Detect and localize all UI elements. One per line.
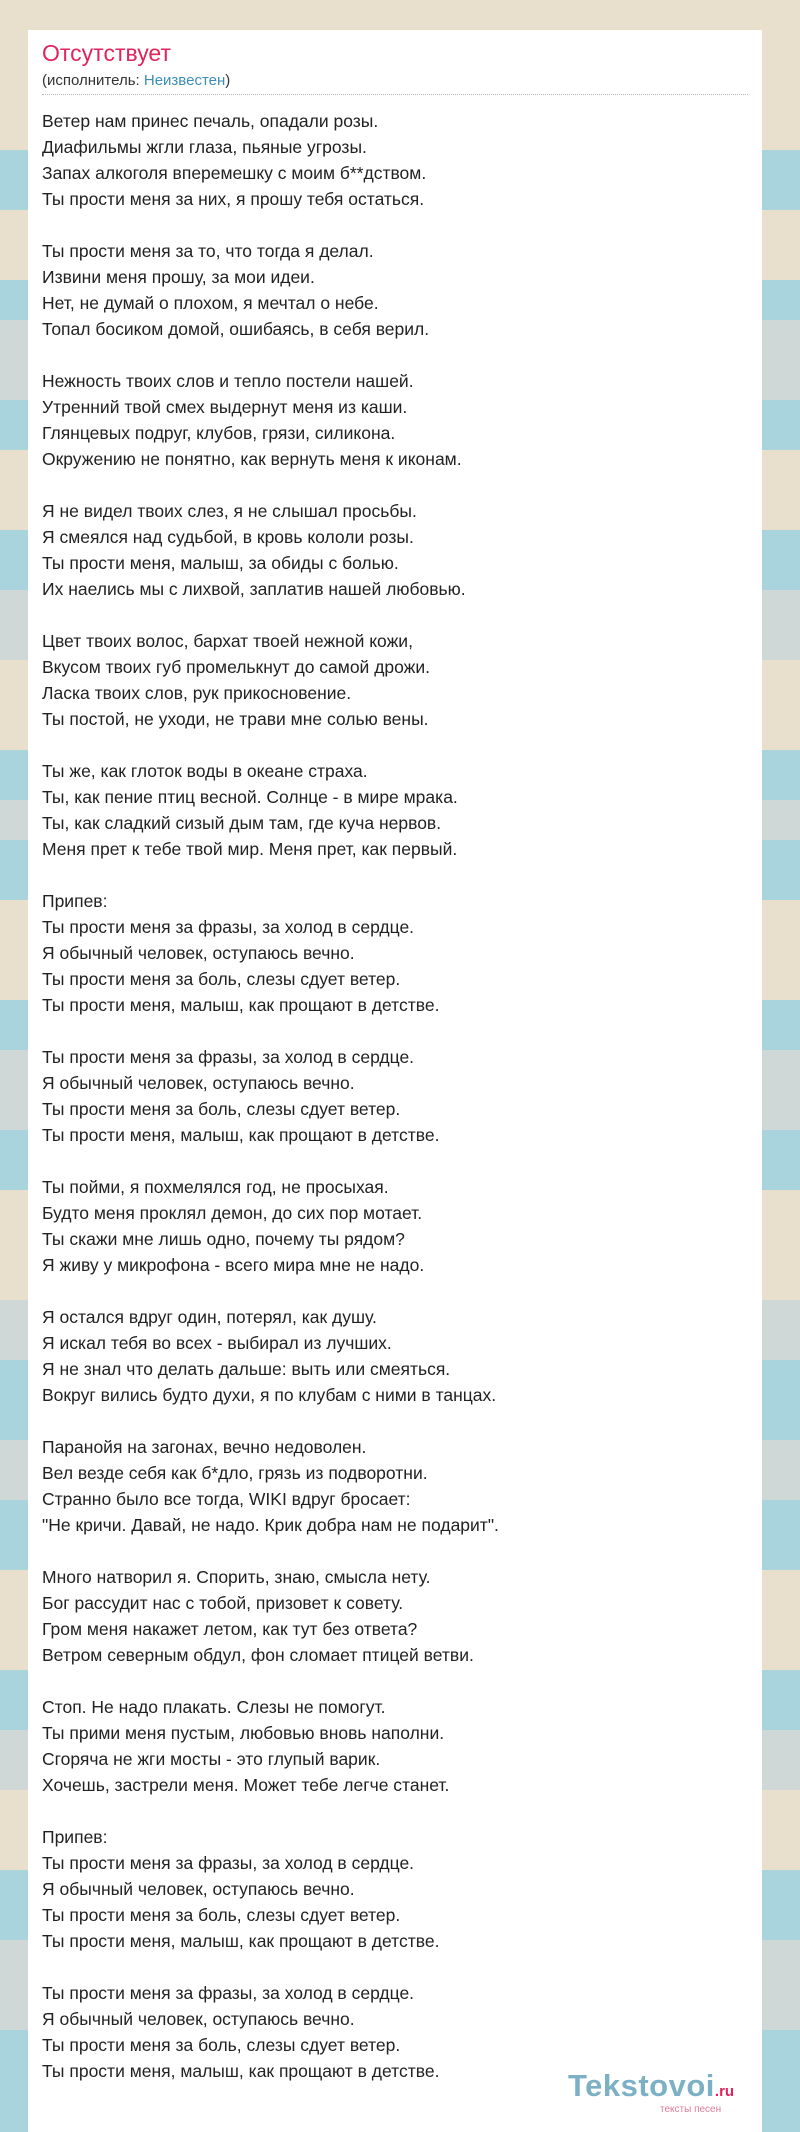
lyric-line: Ты же, как глоток воды в океане страха. [42, 761, 368, 781]
lyric-line: Топал босиком домой, ошибаясь, в себя верил. [42, 319, 430, 339]
lyric-line: Вкусом твоих губ промелькнут до самой дрожи. [42, 657, 431, 677]
lyric-line: Ты прости меня за фразы, за холод в сердце. [42, 917, 415, 937]
lyric-line: Диафильмы жгли глаза, пьяные угрозы. [42, 137, 367, 157]
lyric-line: Ты прости меня, малыш, как прощают в детстве. [42, 995, 440, 1015]
artist-link[interactable]: Неизвестен [143, 72, 226, 89]
lyric-line: Ты прости меня за боль, слезы сдует ветер. [42, 2035, 401, 2055]
lyrics-body [42, 108, 748, 2110]
song-title: Отсутствует [42, 40, 171, 66]
lyric-line: Я остался вдруг один, потерял, как душу. [42, 1307, 377, 1327]
lyric-line: Странно было все тогда, WIKI вдруг бросает: [42, 1489, 411, 1509]
lyric-line: Гром меня накажет летом, как тут без ответа? [42, 1619, 418, 1639]
lyric-line: Много натворил я. Спорить, знаю, смысла нету. [42, 1567, 431, 1587]
lyric-line: Ты прости меня за фразы, за холод в сердце. [42, 1853, 415, 1873]
lyric-line: Извини меня прошу, за мои идеи. [42, 267, 315, 287]
stanza [42, 758, 748, 862]
lyric-line: Ласка твоих слов, рук прикосновение. [42, 683, 352, 703]
lyric-line: Ты прости меня, малыш, как прощают в детстве. [42, 2061, 440, 2081]
stanza [42, 1694, 748, 1798]
lyric-line: Нет, не думай о плохом, я мечтал о небе. [42, 293, 379, 313]
stanza [42, 1174, 748, 1278]
lyric-line: Цвет твоих волос, бархат твоей нежной кожи, [42, 631, 413, 651]
lyric-line: Бог рассудит нас с тобой, призовет к совету. [42, 1593, 404, 1613]
lyric-line: Ты прости меня, малыш, как прощают в детстве. [42, 1125, 440, 1145]
stanza [42, 108, 748, 212]
lyric-line: Их наелись мы с лихвой, заплатив нашей любовью. [42, 579, 466, 599]
lyric-line: Я обычный человек, оступаюсь вечно. [42, 943, 355, 963]
lyric-line: Окружению не понятно, как вернуть меня к иконам. [42, 449, 462, 469]
lyric-line: Ты прости меня за фразы, за холод в сердце. [42, 1983, 415, 2003]
logo-tld: .ru [714, 2083, 735, 2100]
lyric-line: "Не кричи. Давай, не надо. Крик добра нам не подарит". [42, 1515, 499, 1535]
lyric-line: Я обычный человек, оступаюсь вечно. [42, 2009, 355, 2029]
lyric-line: Меня прет к тебе твой мир. Меня прет, как первый. [42, 839, 458, 859]
lyric-line: Нежность твоих слов и тепло постели нашей. [42, 371, 414, 391]
stanza [42, 498, 748, 602]
lyric-line: Ты прости меня за фразы, за холод в сердце. [42, 1047, 415, 1067]
stanza [42, 1304, 748, 1408]
artist-suffix: ) [225, 72, 231, 89]
lyric-line: Я обычный человек, оступаюсь вечно. [42, 1879, 355, 1899]
lyric-line: Запах алкоголя вперемешку с моим б**дством. [42, 163, 427, 183]
stanza [42, 238, 748, 342]
logo-tagline: тексты песен [660, 2104, 722, 2115]
lyric-line: Ты постой, не уходи, не трави мне солью вены. [42, 709, 429, 729]
artist-line [42, 72, 230, 89]
lyric-line: Сгоряча не жги мосты - это глупый варик. [42, 1749, 381, 1769]
stanza [42, 628, 748, 732]
lyric-line: Я смеялся над судьбой, в кровь кололи розы. [42, 527, 414, 547]
lyric-line: Ветром северным обдул, фон сломает птицей ветви. [42, 1645, 474, 1665]
lyric-line: Стоп. Не надо плакать. Слезы не помогут. [42, 1697, 386, 1717]
lyric-line: Ты прости меня, малыш, за обиды с болью. [42, 553, 399, 573]
lyric-line: Я не знал что делать дальше: выть или смеяться. [42, 1359, 451, 1379]
lyric-line: Ты прими меня пустым, любовью вновь наполни. [42, 1723, 445, 1743]
stanza [42, 368, 748, 472]
lyric-line: Паранойя на загонах, вечно недоволен. [42, 1437, 367, 1457]
lyric-line: Хочешь, застрели меня. Может тебе легче станет. [42, 1775, 450, 1795]
lyric-line: Вокруг вились будто духи, я по клубам с ними в танцах. [42, 1385, 497, 1405]
lyric-line: Я искал тебя во всех - выбирал из лучших. [42, 1333, 392, 1353]
lyric-line: Ты прости меня, малыш, как прощают в детстве. [42, 1931, 440, 1951]
lyric-line: Глянцевых подруг, клубов, грязи, силикона. [42, 423, 396, 443]
stanza [42, 1824, 748, 1954]
lyric-line: Ты прости меня за боль, слезы сдует ветер. [42, 969, 401, 989]
lyric-line: Ты прости меня за то, что тогда я делал. [42, 241, 374, 261]
stanza [42, 888, 748, 1018]
lyric-line: Ты прости меня за боль, слезы сдует ветер. [42, 1099, 401, 1119]
site-logo[interactable] [568, 2068, 768, 2118]
artist-prefix: (исполнитель: [42, 72, 144, 89]
logo-name: Tekstovoi [568, 2068, 715, 2103]
title-divider [42, 94, 748, 95]
lyric-line: Припев: [42, 891, 108, 911]
lyric-line: Будто меня проклял демон, до сих пор мотает. [42, 1203, 423, 1223]
lyric-line: Вел везде себя как б*дло, грязь из подворотни. [42, 1463, 428, 1483]
stanza [42, 1044, 748, 1148]
lyric-line: Ты прости меня за них, я прошу тебя остаться. [42, 189, 425, 209]
lyric-line: Ты прости меня за боль, слезы сдует ветер. [42, 1905, 401, 1925]
logo-wordmark [568, 2068, 734, 2104]
lyric-line: Я обычный человек, оступаюсь вечно. [42, 1073, 355, 1093]
lyric-line: Ты скажи мне лишь одно, почему ты рядом? [42, 1229, 405, 1249]
lyric-line: Я не видел твоих слез, я не слышал просьбы. [42, 501, 417, 521]
lyric-line: Припев: [42, 1827, 108, 1847]
lyric-line: Ты, как сладкий сизый дым там, где куча нервов. [42, 813, 442, 833]
stanza [42, 1434, 748, 1538]
lyric-line: Я живу у микрофона - всего мира мне не надо. [42, 1255, 425, 1275]
lyric-line: Ветер нам принес печаль, опадали розы. [42, 111, 379, 131]
stanza [42, 1564, 748, 1668]
lyrics-card [28, 30, 762, 2132]
lyric-line: Утренний твой смех выдернут меня из каши. [42, 397, 408, 417]
lyric-line: Ты, как пение птиц весной. Солнце - в мире мрака. [42, 787, 458, 807]
lyric-line: Ты пойми, я похмелялся год, не просыхая. [42, 1177, 389, 1197]
